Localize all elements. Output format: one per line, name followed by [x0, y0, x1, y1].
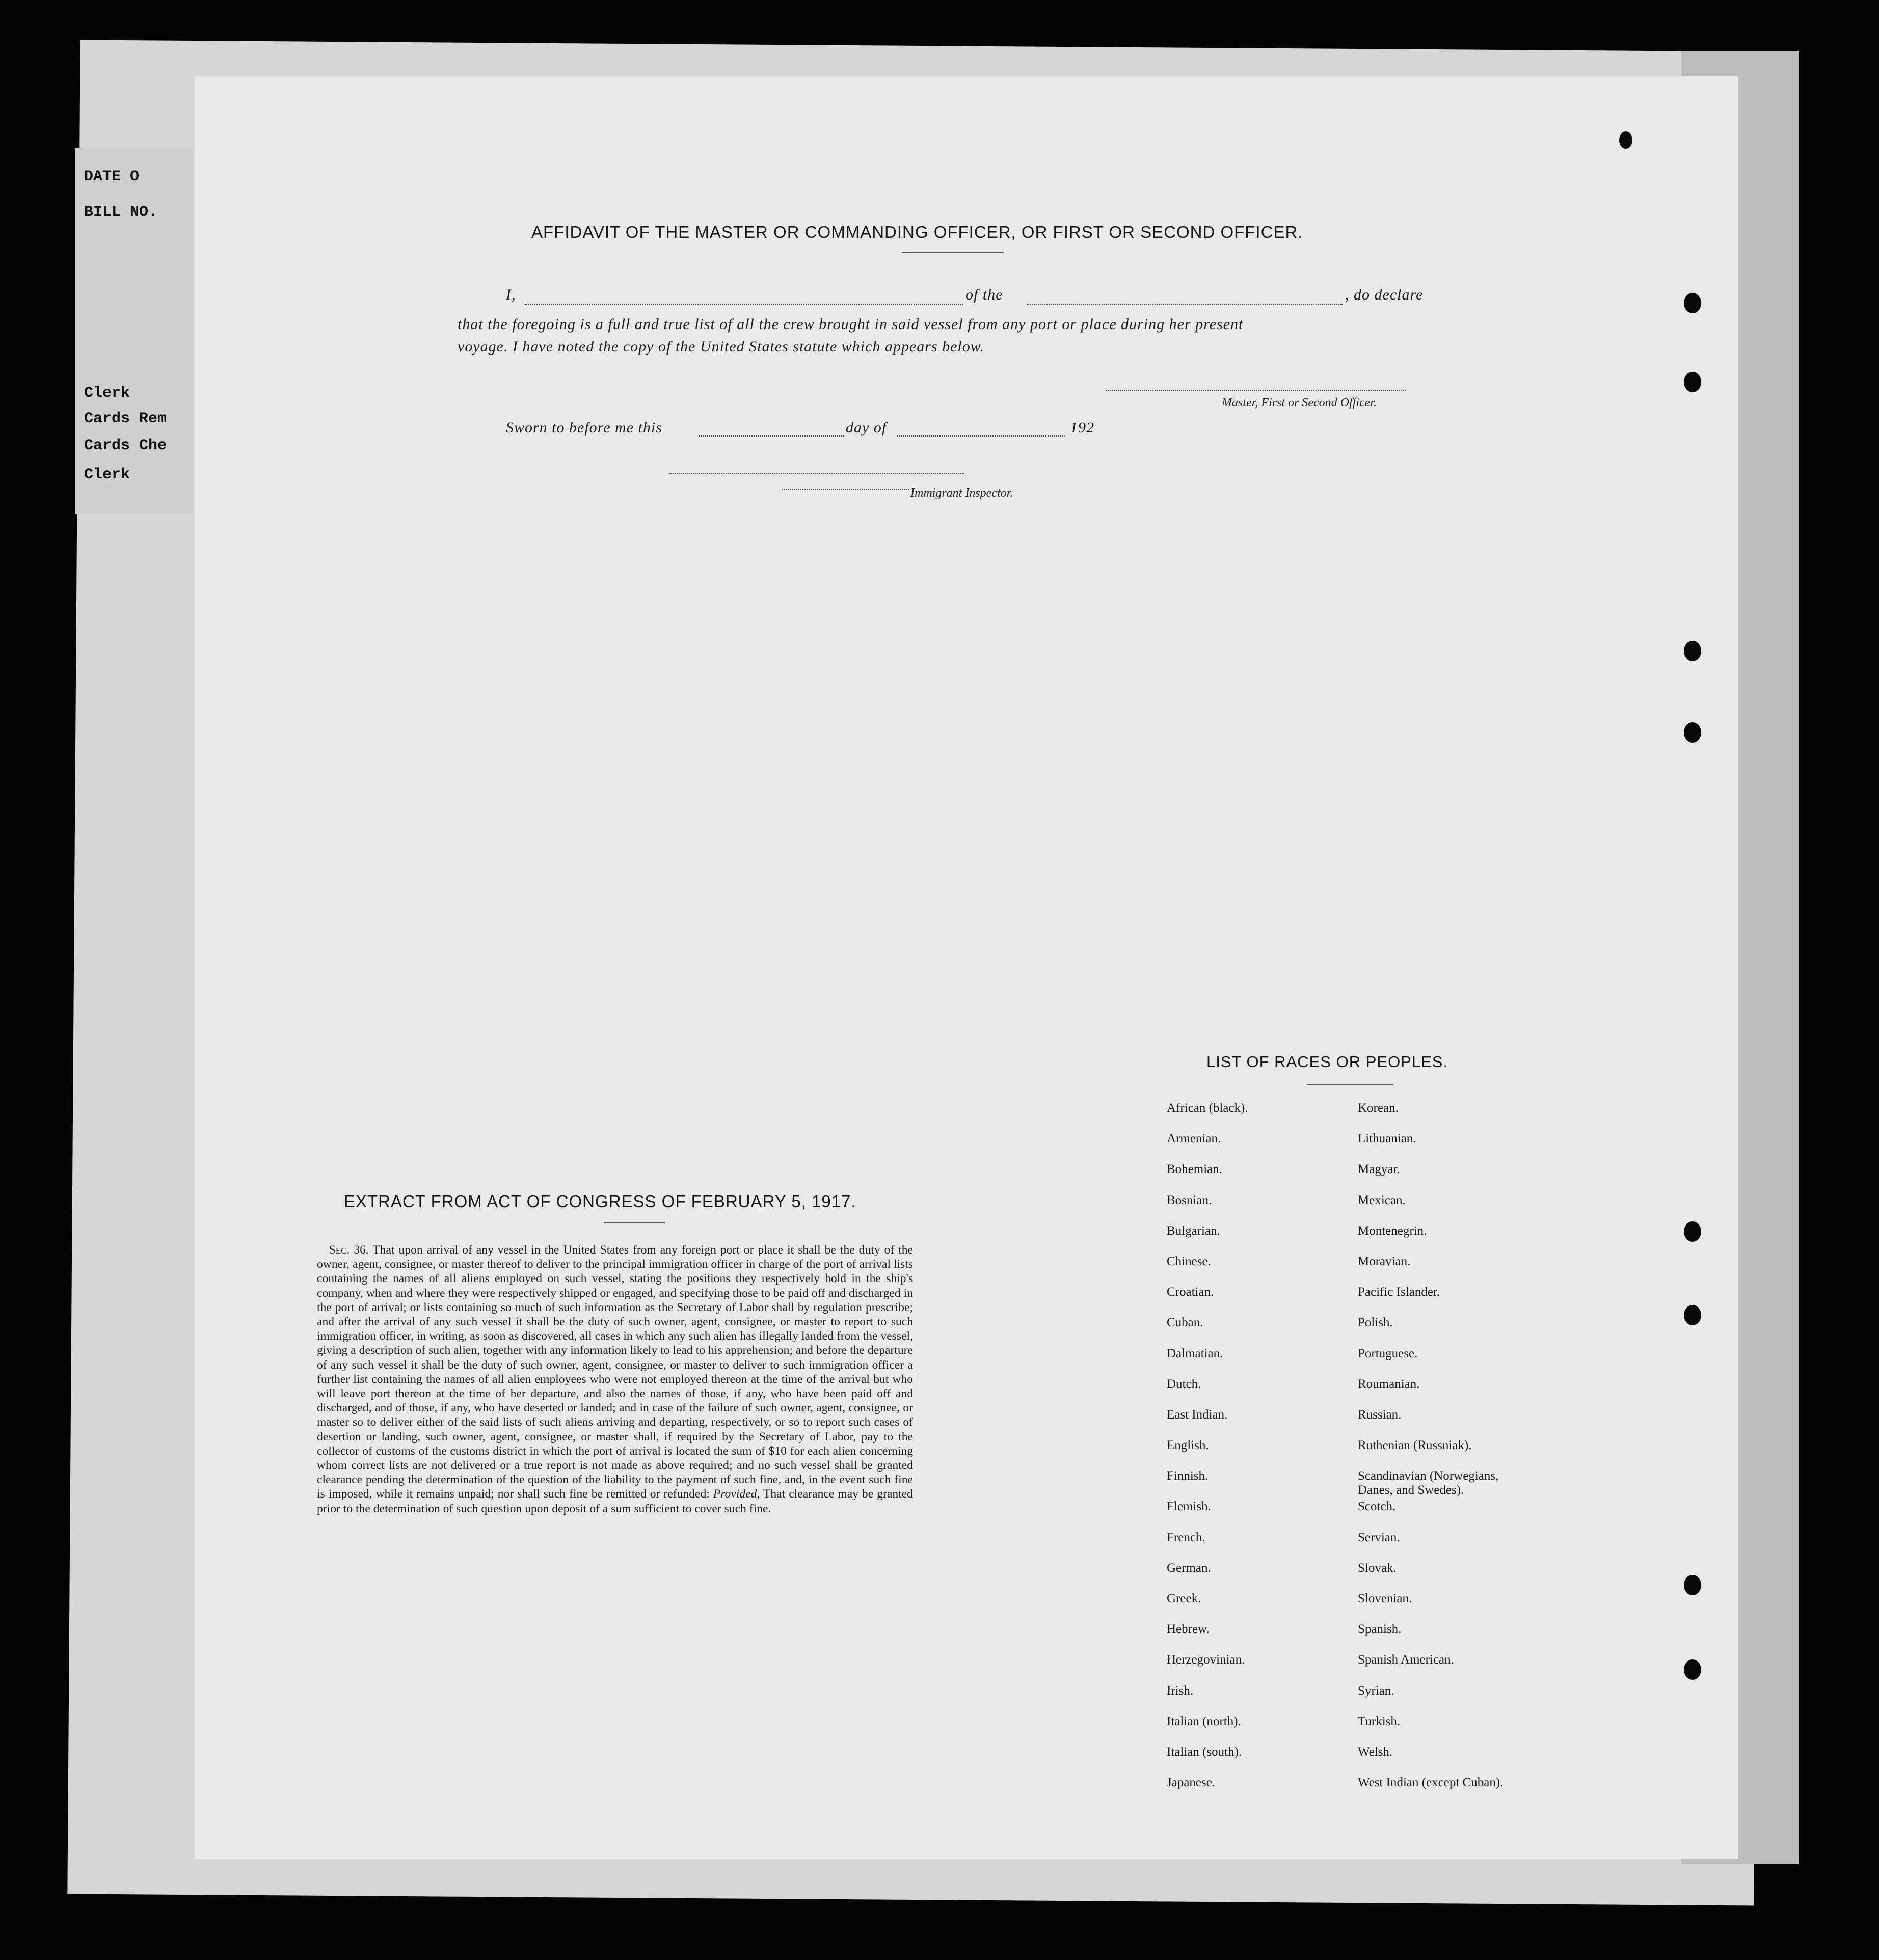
- race-item: Roumanian.: [1358, 1377, 1420, 1391]
- race-item: Bosnian.: [1167, 1193, 1212, 1207]
- race-item: Italian (north).: [1167, 1714, 1241, 1728]
- race-item: Mexican.: [1358, 1193, 1406, 1207]
- race-item: Slovak.: [1358, 1561, 1397, 1575]
- punch-hole: [1684, 372, 1701, 392]
- punch-hole: [1684, 293, 1701, 313]
- affidavit-title: AFFIDAVIT OF THE MASTER OR COMMANDING OFFICER, OR FIRST OR SECOND OFFICER.: [531, 223, 1303, 241]
- races-title: LIST OF RACES OR PEOPLES.: [1206, 1053, 1448, 1071]
- name-line: [525, 304, 963, 305]
- race-item: Bohemian.: [1167, 1162, 1223, 1177]
- race-item: Spanish.: [1358, 1622, 1402, 1637]
- race-item: Japanese.: [1167, 1776, 1216, 1790]
- race-item: Croatian.: [1167, 1285, 1214, 1299]
- extract-title: EXTRACT FROM ACT OF CONGRESS OF FEBRUARY 5, 1917.: [344, 1192, 856, 1211]
- punch-hole: [1684, 1221, 1701, 1242]
- race-item: Scotch.: [1358, 1500, 1396, 1514]
- race-item: Cuban.: [1167, 1316, 1203, 1330]
- punch-hole: [1684, 1575, 1701, 1595]
- punch-hole: [1684, 1659, 1701, 1680]
- affidavit-do-declare: , do declare: [1345, 286, 1424, 303]
- race-item: Lithuanian.: [1358, 1132, 1416, 1146]
- side-slip: [75, 148, 193, 514]
- affidavit-of-the: of the: [965, 286, 1003, 303]
- slip-line: BILL NO.: [84, 204, 158, 221]
- race-item: Italian (south).: [1167, 1745, 1242, 1759]
- punch-hole: [1619, 131, 1632, 149]
- sworn-label: Sworn to before me this: [506, 419, 662, 436]
- slip-line: Cards Rem: [84, 410, 167, 427]
- race-item: Dutch.: [1167, 1377, 1201, 1391]
- punch-hole: [1684, 1305, 1701, 1325]
- extract-text: That upon arrival of any vessel in the United States from any foreign port or place it shall be the duty of the owner, agent, consignee, or master thereof to deliver to the principal immigration officer in charge of the port of arrival lists containing the names of all aliens employed on such vessel, stating the positions they respectively hold in the ship's company, when and where they were respectively shipped or engaged, and specifying those to be paid off and discharged in the port of arrival; or lists containing so much of such information as the Secretary of Labor shall by regulation prescribe; and after the arrival of any such vessel it shall be the duty of such owner, agent, consignee, or master to report to such immigration officer, in writing, as soon as discovered, all cases in which any such alien has illegally landed from the vessel, giving a description of such alien, together with any information likely to lead to his apprehension; and before the departure of any such vessel it shall be the duty of such owner, agent, consignee, or master to deliver to such immigration officer a further list containing the names of all alien employees who were not employed thereon at the time of the arrival but who will leave port thereon at the time of her departure, and also the names of those, if any, who have been paid off and discharged, and of those, if any, who have deserted or landed; and in case of the failure of such owner, agent, consignee, or master so to deliver either of the said lists of such aliens arriving and departing, respectively, or so to report such cases of desertion or landing, such owner, agent, consignee, or master shall, if required by the Secretary of Labor, pay to the collector of customs of the customs district in which the port of arrival is located the sum of $10 for each alien concerning whom correct lists are not delivered or a true report is not made as above required; and no such vessel shall be granted clearance pending the determination of the question of the liability to the payment of such fine, and, in the event such fine is imposed, while it remains unpaid; nor shall such fine be remitted or refunded:: [317, 1243, 913, 1501]
- extract-rule: [604, 1222, 665, 1223]
- race-item: East Indian.: [1167, 1407, 1228, 1422]
- punch-hole: [1684, 641, 1701, 661]
- race-item: Spanish American.: [1358, 1653, 1454, 1667]
- slip-line: Cards Che: [84, 437, 167, 454]
- race-item: Syrian.: [1358, 1683, 1394, 1698]
- inspector-label: Immigrant Inspector.: [910, 486, 1013, 500]
- extract-text-end: That clearance may be granted prior to the determination of such question upon deposit of a sum sufficient to cover such fine.: [317, 1487, 913, 1515]
- punch-hole: [1684, 722, 1701, 743]
- year-label: 192: [1070, 419, 1094, 436]
- race-item: Polish.: [1358, 1316, 1393, 1330]
- affidavit-i: I,: [506, 286, 516, 303]
- slip-line: Clerk: [84, 466, 130, 483]
- race-item: Hebrew.: [1167, 1622, 1210, 1637]
- race-item: Bulgarian.: [1167, 1223, 1220, 1238]
- race-item: Korean.: [1358, 1101, 1399, 1115]
- race-item: Armenian.: [1167, 1132, 1221, 1146]
- race-item: West Indian (except Cuban).: [1358, 1776, 1504, 1790]
- race-item: Montenegrin.: [1358, 1223, 1427, 1238]
- slip-line: DATE O: [84, 168, 140, 185]
- races-right-column: [1358, 1101, 1551, 1806]
- race-item: Pacific Islander.: [1358, 1285, 1440, 1299]
- race-item: German.: [1167, 1561, 1211, 1575]
- proviso: Provided,: [713, 1487, 760, 1501]
- inspector-line: [669, 473, 964, 474]
- signature-label: Master, First or Second Officer.: [1222, 396, 1377, 410]
- race-item: Scandinavian (Norwegians, Danes, and Swedes).: [1358, 1469, 1499, 1498]
- affidavit-line-2: that the foregoing is a full and true list of all the crew brought in said vessel from any port or place during her present: [458, 316, 1244, 333]
- race-item: Servian.: [1358, 1530, 1400, 1544]
- title-rule: [902, 252, 1004, 253]
- vessel-line: [1027, 304, 1343, 305]
- race-item: Ruthenian (Russniak).: [1358, 1438, 1472, 1453]
- month-line: [897, 435, 1065, 437]
- race-item: Moravian.: [1358, 1254, 1411, 1268]
- section-label: Sec. 36.: [329, 1243, 369, 1257]
- day-line: [699, 435, 844, 437]
- race-item: Dalmatian.: [1167, 1346, 1223, 1360]
- race-item: Herzegovinian.: [1167, 1653, 1245, 1667]
- affidavit-line-3: voyage. I have noted the copy of the United States statute which appears below.: [458, 338, 985, 355]
- races-left-column: [1167, 1101, 1248, 1806]
- race-item: Greek.: [1167, 1592, 1201, 1605]
- race-item: Portuguese.: [1358, 1346, 1418, 1360]
- race-item: Finnish.: [1167, 1469, 1209, 1483]
- race-item: French.: [1167, 1530, 1205, 1544]
- race-item: English.: [1167, 1438, 1209, 1453]
- race-item: Chinese.: [1167, 1254, 1211, 1268]
- day-of-label: day of: [846, 419, 887, 436]
- race-item: Turkish.: [1358, 1714, 1401, 1728]
- slip-line: Clerk: [84, 385, 130, 402]
- race-item: African (black).: [1167, 1101, 1248, 1115]
- race-item: Irish.: [1167, 1683, 1194, 1698]
- race-item: Russian.: [1358, 1407, 1402, 1422]
- race-item: Welsh.: [1358, 1745, 1393, 1759]
- race-item: Flemish.: [1167, 1500, 1211, 1514]
- races-rule: [1307, 1084, 1393, 1085]
- race-item: Magyar.: [1358, 1162, 1400, 1177]
- signature-line: [1106, 390, 1406, 391]
- race-item: Slovenian.: [1358, 1592, 1412, 1605]
- extract-body: [317, 1243, 913, 1516]
- inspector-line-2: [782, 489, 909, 490]
